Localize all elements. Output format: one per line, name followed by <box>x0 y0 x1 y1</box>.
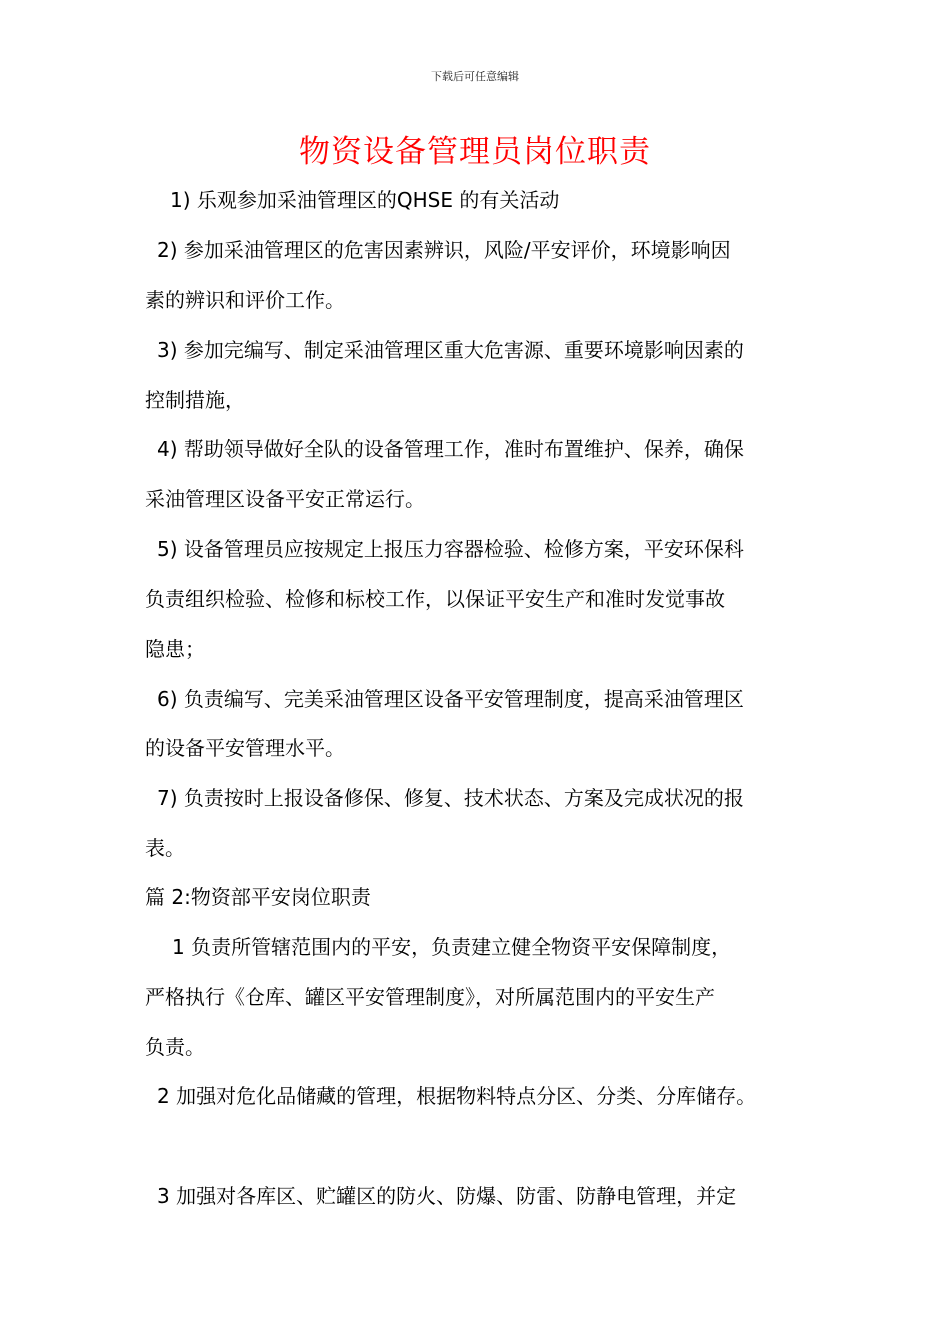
section-heading: 篇 2:物资部平安岗位职责 <box>145 885 371 909</box>
body-line: 隐患； <box>145 637 205 661</box>
body-line: 控制措施， <box>145 388 245 412</box>
body-line: 采油管理区设备平安正常运行。 <box>145 487 425 511</box>
document-title: 物资设备管理员岗位职责 <box>299 134 651 170</box>
body-line: 1 负责所管辖范围内的平安，负责建立健全物资平安保障制度， <box>172 935 732 959</box>
body-line: 2) 参加采油管理区的危害因素辨识，风险/平安评价，环境影响因 <box>157 238 731 262</box>
body-line: 素的辨识和评价工作。 <box>145 288 345 312</box>
body-line: 1) 乐观参加采油管理区的QHSE 的有关活动 <box>170 188 560 212</box>
body-line: 3 加强对各库区、贮罐区的防火、防爆、防雷、防静电管理，并定 <box>157 1184 737 1208</box>
body-line: 负责。 <box>145 1035 205 1059</box>
body-line: 3) 参加完编写、制定采油管理区重大危害源、重要环境影响因素的 <box>157 338 744 362</box>
body-line: 4) 帮助领导做好全队的设备管理工作，准时布置维护、保养，确保 <box>157 437 744 461</box>
body-line: 7) 负责按时上报设备修保、修复、技术状态、方案及完成状况的报 <box>157 786 744 810</box>
body-line: 表。 <box>145 836 185 860</box>
body-line: 的设备平安管理水平。 <box>145 736 345 760</box>
body-line: 2 加强对危化品储藏的管理，根据物料特点分区、分类、分库储存。 <box>157 1084 757 1108</box>
body-line: 严格执行《仓库、罐区平安管理制度》，对所属范围内的平安生产 <box>145 985 715 1009</box>
body-line: 负责组织检验、检修和标校工作，以保证平安生产和准时发觉事故 <box>145 587 725 611</box>
body-line: 6) 负责编写、完美采油管理区设备平安管理制度，提高采油管理区 <box>157 687 744 711</box>
body-line: 5) 设备管理员应按规定上报压力容器检验、检修方案，平安环保科 <box>157 537 744 561</box>
header-note: 下载后可任意编辑 <box>431 70 519 83</box>
